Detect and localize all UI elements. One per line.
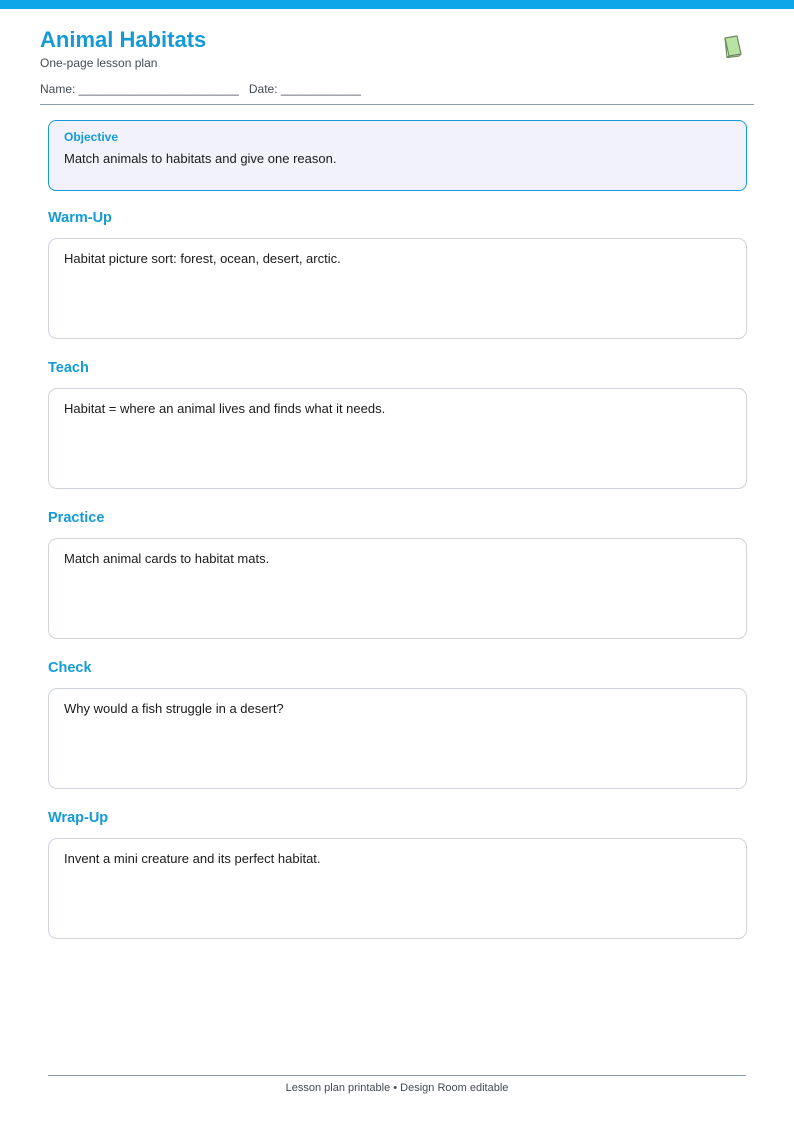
name-field[interactable]: Name: ________________________ — [40, 82, 239, 96]
header-divider — [40, 104, 754, 105]
section-text-teach: Habitat = where an animal lives and finds what it needs. — [64, 401, 386, 416]
section-box-practice[interactable] — [48, 538, 747, 639]
section-box-wrap-up[interactable] — [48, 838, 747, 939]
book-icon — [722, 35, 744, 59]
section-title-warm-up: Warm-Up — [48, 210, 112, 226]
footer-text: Lesson plan printable • Design Room editable — [285, 1082, 509, 1094]
objective-box — [48, 120, 747, 191]
section-title-check: Check — [48, 660, 92, 676]
date-field[interactable]: Date: ____________ — [248, 82, 361, 96]
page-title: Animal Habitats — [40, 27, 207, 52]
section-title-wrap-up: Wrap-Up — [48, 810, 109, 826]
section-title-teach: Teach — [48, 360, 89, 376]
section-box-check[interactable] — [48, 688, 747, 789]
name-date-fields — [40, 82, 754, 96]
section-box-warm-up[interactable] — [48, 238, 747, 339]
section-text-warm-up: Habitat picture sort: forest, ocean, desert, arctic. — [64, 251, 341, 266]
page-header — [40, 27, 754, 96]
objective-label: Objective — [64, 130, 119, 144]
objective-text: Match animals to habitats and give one reason. — [64, 151, 337, 166]
footer-divider — [48, 1075, 746, 1076]
section-title-practice: Practice — [48, 510, 105, 526]
section-box-teach[interactable] — [48, 388, 747, 489]
section-text-wrap-up: Invent a mini creature and its perfect habitat. — [64, 851, 321, 866]
section-text-practice: Match animal cards to habitat mats. — [64, 551, 270, 566]
page-subtitle: One-page lesson plan — [40, 56, 158, 70]
section-text-check: Why would a fish struggle in a desert? — [64, 701, 284, 716]
top-accent-bar — [0, 0, 794, 9]
